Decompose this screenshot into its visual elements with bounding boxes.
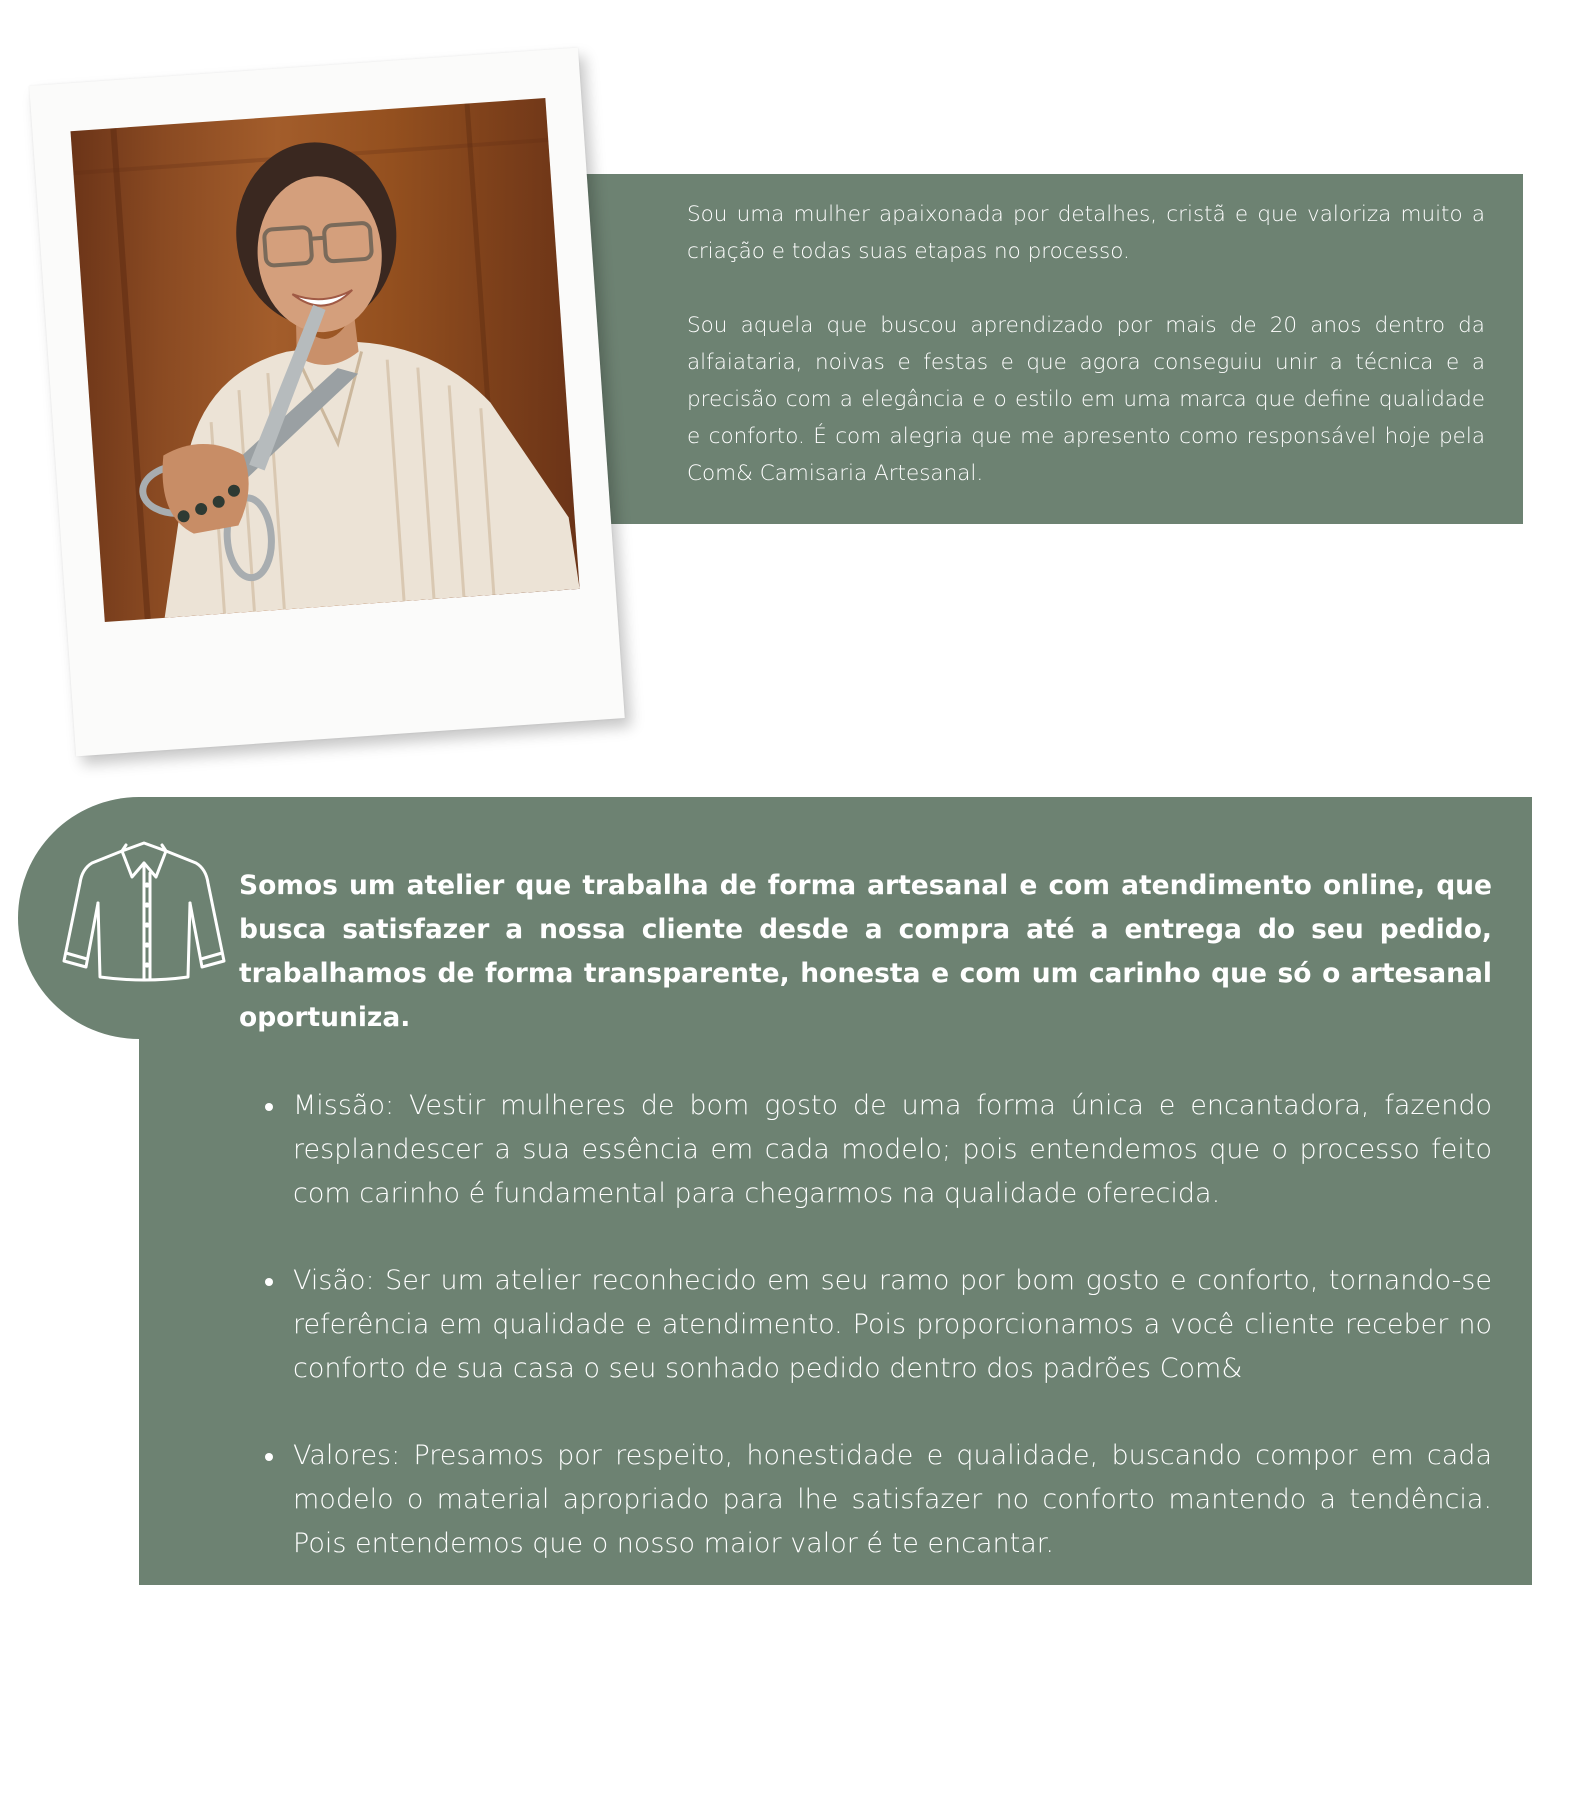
portrait-photo [70,98,579,622]
shirt-icon [60,833,228,983]
intro-text [687,196,1485,529]
intro-paragraph-1: Sou uma mulher apaixonada por detalhes, cristã e que valoriza muito a criação e todas suas etapas no processo. [687,202,1485,264]
values-list [293,1084,1492,1609]
intro-card [580,174,1523,524]
values-item: Valores: Presamos por respeito, honestidade e qualidade, buscando compor em cada modelo o material apropriado para lhe satisfazer no conforto mantendo a tendência. Pois entendemos que o nosso maior valor é te encantar. [293,1434,1492,1566]
portrait-illustration [70,98,579,622]
intro-paragraph-2: Sou aquela que buscou aprendizado por mais de 20 anos dentro da alfaiataria, noivas e festas e que agora conseguiu unir a técnica e a precisão com a elegância e o estilo em uma marca que define qualidade e conforto. É com alegria que me apresento como responsável hoje pela Com& Camisaria Artesanal. [687,313,1485,486]
mission-item: Missão: Vestir mulheres de bom gosto de uma forma única e encantadora, fazendo resplandescer a sua essência em cada modelo; pois entendemos que o processo feito com carinho é fundamental para chegarmos na qualidade oferecida. [293,1084,1492,1216]
polaroid-frame [29,48,625,757]
about-intro: Somos um atelier que trabalha de forma artesanal e com atendimento online, que busca satisfazer a nossa cliente desde a compra até a entrega do seu pedido, trabalhamos de forma transparente, honesta e com um carinho que só o artesanal oportuniza. [239,870,1492,1033]
vision-item: Visão: Ser um atelier reconhecido em seu ramo por bom gosto e conforto, tornando-se referência em qualidade e atendimento. Pois proporcionamos a você cliente receber no conforto de sua casa o seu sonhado pedido dentro dos padrões Com& [293,1259,1492,1391]
